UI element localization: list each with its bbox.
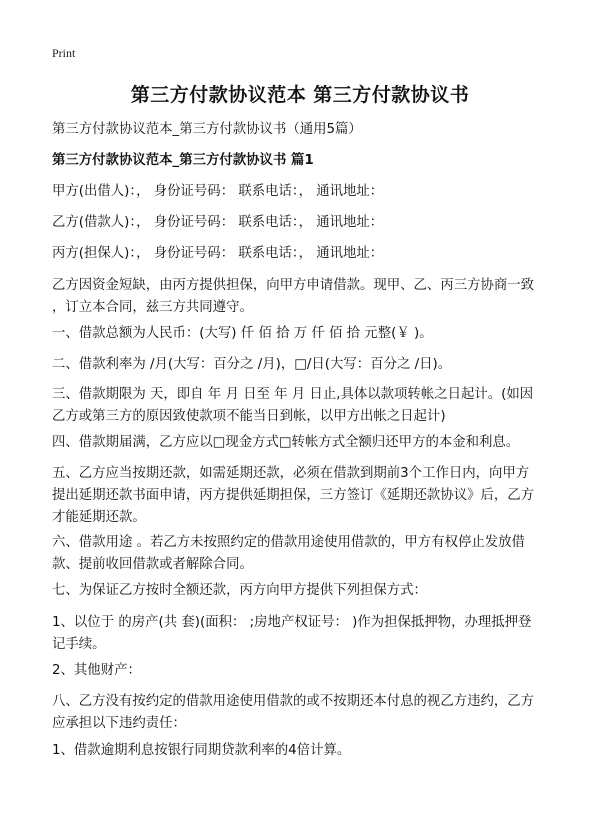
clause-1: 一、借款总额为人民币：(大写) 仟 佰 拾 万 仟 佰 拾 元整(￥ )。 <box>52 326 433 341</box>
clause-5-line-3: 才能延期还款。 <box>52 510 146 525</box>
clause-7-item-1 <box>52 612 557 656</box>
clause-3-line-2: 乙方或第三方的原因致使款项不能当日到帐，以甲方出帐之日起计) <box>52 409 446 424</box>
clause-7-item-1-line-2: 记手续。 <box>52 637 106 652</box>
document-subtitle: 第三方付款协议范本_第三方付款协议书（通用5篇） <box>52 122 362 137</box>
clause-8-line-1: 八、乙方没有按约定的借款用途使用借款的或不按期还本付息的视乙方违约，乙方 <box>52 694 535 709</box>
clause-3-line-1: 三、借款期限为 天，即自 年 月 日至 年 月 日止,具体以款项转帐之日起计。(如因 <box>52 387 534 402</box>
clause-8 <box>52 691 557 735</box>
party-a-line: 甲方(出借人)：， 身份证号码： 联系电话：， 通讯地址： <box>52 184 384 199</box>
clause-4: 四、借款期届满，乙方应以□现金方式□转帐方式全额归还甲方的本金和利息。 <box>52 435 520 450</box>
clause-5 <box>52 463 557 529</box>
clause-6-line-2: 款、提前收回借款或者解除合同。 <box>52 557 253 572</box>
clause-8-line-2: 应承担以下违约责任： <box>52 716 186 731</box>
intro-line-1: 乙方因资金短缺，由丙方提供担保，向甲方申请借款。现甲、乙、丙三方协商一致 <box>52 278 535 293</box>
party-c-line: 丙方(担保人)：， 身份证号码： 联系电话：， 通讯地址： <box>52 246 384 261</box>
print-link[interactable]: Print <box>52 46 76 60</box>
clause-7: 七、为保证乙方按时全额还款，丙方向甲方提供下列担保方式： <box>52 583 427 598</box>
clause-2: 二、借款利率为 /月(大写：百分之 /月)，□/日(大写：百分之 /日)。 <box>52 357 452 372</box>
clause-7-item-2: 2、其他财产： <box>52 663 141 678</box>
intro-paragraph <box>52 275 557 319</box>
clause-5-line-2: 提出延期还款书面申请，丙方提供延期担保，三方签订《延期还款协议》后，乙方 <box>52 488 535 503</box>
party-b-line: 乙方(借款人)：， 身份证号码： 联系电话：， 通讯地址： <box>52 215 384 230</box>
document-title: 第三方付款协议范本 第三方付款协议书 <box>130 84 470 106</box>
clause-6-line-1: 六、借款用途 。若乙方未按照约定的借款用途使用借款的，甲方有权停止发放借 <box>52 535 525 550</box>
clause-5-line-1: 五、乙方应当按期还款，如需延期还款，必须在借款到期前3个工作日内，向甲方 <box>52 466 530 481</box>
clause-8-item-1: 1、借款逾期利息按银行同期贷款利率的4倍计算。 <box>52 743 351 758</box>
clause-6 <box>52 532 557 576</box>
section-heading: 第三方付款协议范本_第三方付款协议书 篇1 <box>52 153 314 168</box>
intro-line-2: ，订立本合同，兹三方共同遵守。 <box>52 300 253 315</box>
clause-3 <box>52 384 557 428</box>
clause-7-item-1-line-1: 1、以位于 的房产(共 套)(面积： ;房地产权证号： )作为担保抵押物，办理抵押登 <box>52 615 532 630</box>
